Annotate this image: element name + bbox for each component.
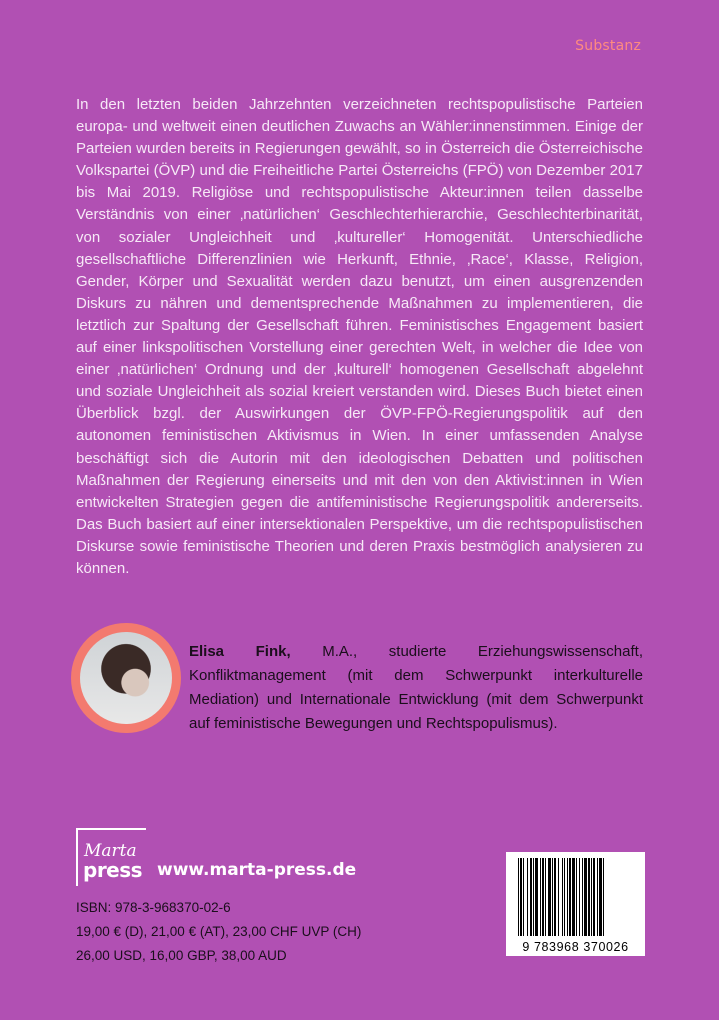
barcode-bar [518, 858, 519, 936]
barcode-bar [584, 858, 587, 936]
author-bio-text: M.A., studierte Erziehungswissenschaft, Konfliktmanagement (mit dem Schwerpunkt interkulturelle Mediation) und Internationale Entwicklung (mit dem Schwerpunkt auf feministische Bewegungen und Rechtspopulismus). [189, 643, 643, 732]
series-label: Substanz [575, 38, 641, 54]
barcode-number: 9 783968 370026 [522, 940, 629, 954]
price-line-1: 19,00 € (D), 21,00 € (AT), 23,00 CHF UVP (CH) [76, 924, 362, 939]
barcode-bar [530, 858, 532, 936]
barcode-bar [558, 858, 559, 936]
barcode-bar [535, 858, 538, 936]
barcode-bar [593, 858, 595, 936]
barcode-bar [527, 858, 528, 936]
barcode-bar [564, 858, 565, 936]
barcode-bar [540, 858, 541, 936]
publisher-logo [76, 828, 146, 886]
logo-marta-text: Marta [84, 841, 137, 861]
barcode-bar [597, 858, 598, 936]
isbn-barcode [506, 852, 645, 956]
barcode-bar [533, 858, 534, 936]
author-portrait-image [80, 632, 172, 724]
barcode-bar [576, 858, 577, 936]
barcode-bar [548, 858, 551, 936]
barcode-bar [579, 858, 580, 936]
author-bio [189, 640, 643, 736]
barcode-bar [523, 858, 524, 936]
barcode-bar [603, 858, 604, 936]
price-line-2: 26,00 USD, 16,00 GBP, 38,00 AUD [76, 948, 287, 963]
isbn-text: ISBN: 978-3-968370-02-6 [76, 900, 231, 915]
barcode-bar [520, 858, 522, 936]
price-block [76, 896, 361, 968]
author-name: Elisa Fink, [189, 643, 291, 660]
barcode-bar [552, 858, 553, 936]
author-photo [71, 623, 181, 733]
barcode-bar [569, 858, 571, 936]
barcode-bar [572, 858, 575, 936]
barcode-bar [545, 858, 546, 936]
barcode-bar [567, 858, 568, 936]
barcode-bar [599, 858, 602, 936]
barcode-bar [554, 858, 556, 936]
barcode-bar [582, 858, 583, 936]
logo-press-text: press [83, 858, 143, 882]
barcode-bar [588, 858, 590, 936]
barcode-bar [591, 858, 592, 936]
barcode-bar [542, 858, 544, 936]
publisher-url[interactable]: www.marta-press.de [157, 860, 357, 880]
back-cover-blurb: In den letzten beiden Jahrzehnten verzeichneten rechtspopulistische Parteien europa- und weltweit einen deutlichen Zuwachs an Wähler:innenstimmen. Einige der Parteien wurden bereits in Regierungen gewählt, so in Österreich die Österreichische Volkspartei (ÖVP) und die Freiheitliche Partei Österreichs (FPÖ) von Dezember 2017 bis Mai 2019. Religiöse und rechtspopulistische Akteur:innen teilen dasselbe Verständnis von einer ‚natürlichen‘ Geschlechterhierarchie, Geschlechterbinarität, von sozialer Ungleichheit und ‚kultureller‘ Homogenität. Unterschiedliche gesellschaftliche Differenzlinien wie Herkunft, Ethnie, ‚Race‘, Klasse, Religion, Gender, Körper und Sexualität werden dazu benutzt, um einen ausgrenzenden Diskurs zu nähren und dementsprechende Maßnahmen zu implementieren, die letztlich zur Spaltung der Gesellschaft führen. Feministisches Engagement basiert auf einer linkspolitischen Vorstellung einer gerechten Welt, in welcher die Idee von einer ‚natürlichen‘ Ordnung und der ‚kulturell‘ homogenen Gesellschaft abgelehnt und soziale Ungleichheit als sozial kreiert verstanden wird. Dieses Buch bietet einen Überblick bzgl. der Auswirkungen der ÖVP-FPÖ-Regierungspolitik auf den autonomen feministischen Aktivismus in Wien. In einer umfassenden Analyse beschäftigt sich die Autorin mit den ideologischen Debatten und politischen Maßnahmen der Regierung einerseits und mit den von den Aktivist:innen in Wien entwickelten Strategien gegen die antifeministische Regierungspolitik andererseits. Das Buch basiert auf einer intersektionalen Perspektive, um die rechtspopulistischen Diskurse sowie feministische Theorien und deren Praxis bestmöglich analysieren zu können. [76, 96, 643, 577]
barcode-bar [562, 858, 563, 936]
